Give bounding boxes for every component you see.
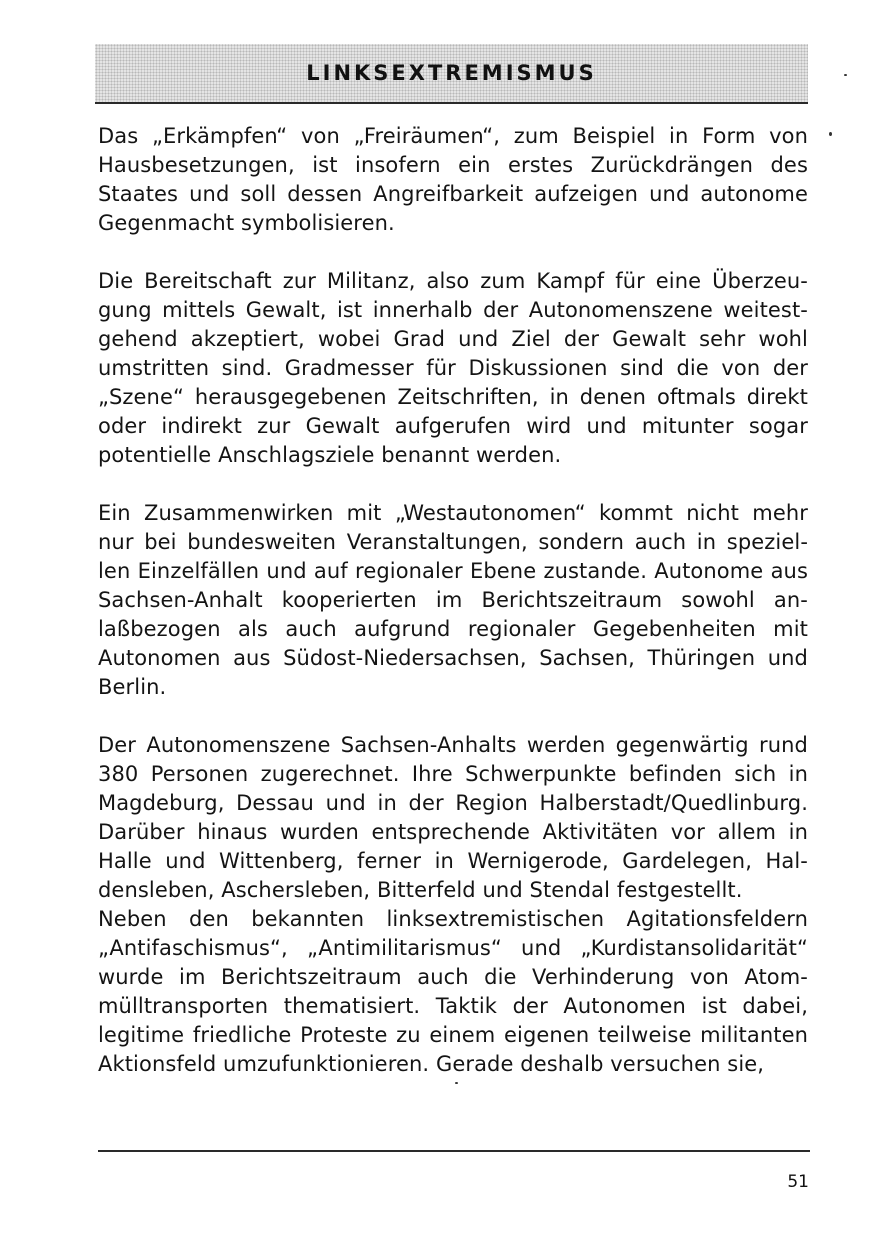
paragraph-militanz: Die Bereitschaft zur Militanz, also zum Kampf für eine Überzeu-gung mittels Gewalt, ist innerhalb der Autonomenszene weitest-gehend akzeptiert, wobei Grad und Ziel der Gewalt sehr wohl umstritten sind. Gradmesser für Diskussionen sind die von der „Szene“ herausgegebenen Zeitschriften, in denen oftmals direkt oder indirekt zur Gewalt aufgerufen wird und mitunter sogar potentielle Anschlagsziele benannt werden. [98, 269, 808, 467]
footer-divider [98, 1150, 810, 1152]
paragraph-autonomenszene: Der Autonomenszene Sachsen-Anhalts werden gegenwärtig rund 380 Personen zugerechnet. Ihre Schwerpunkte befinden sich in Magdeburg, Dessau und in der Region Halberstadt/Quedlinburg. Darüber hinaus wurden entsprechende Aktivitäten vor allem in Halle und Wittenberg, ferner in Wernigerode, Gardelegen, Hal-densleben, Aschersleben, Bitterfeld und Stendal festgestellt. [98, 733, 808, 902]
scan-speck [455, 1082, 458, 1084]
paragraph-agitationsfelder: Neben den bekannten linksextremistischen Agitationsfeldern „Antifaschismus“, „Antimilitarismus“ und „Kurdistansolidarität“ wurde im Berichtszeitraum auch die Verhinderung von Atom-mülltransporten thematisiert. Taktik der Autonomen ist dabei, legitime friedliche Proteste zu einem eigenen teilweise militanten Aktionsfeld umzufunktionieren. Gerade deshalb versuchen sie, [98, 907, 808, 1076]
section-title: LINKSEXTREMISMUS [306, 61, 597, 85]
paragraph-freiraeume: Das „Erkämpfen“ von „Freiräumen“, zum Beispiel in Form von Hausbesetzungen, ist insofern ein erstes Zurückdrängen des Staates und soll dessen Angreifbarkeit aufzeigen und autonome Gegenmacht symbolisieren. [98, 124, 808, 235]
scan-speck [829, 132, 832, 136]
page-number: 51 [787, 1172, 809, 1192]
paragraph-westautonome: Ein Zusammenwirken mit „Westautonomen“ kommt nicht mehr nur bei bundesweiten Veranstaltungen, sondern auch in speziel-len Einzelfällen und auf regionaler Ebene zustande. Autonome aus Sachsen-Anhalt kooperierten im Berichtszeitraum sowohl an-laßbezogen als auch aufgrund regionaler Gegebenheiten mit Autonomen aus Südost-Niedersachsen, Sachsen, Thüringen und Berlin. [98, 501, 808, 699]
body-text [98, 122, 808, 1079]
header-divider [95, 102, 808, 104]
scan-speck [844, 74, 847, 76]
